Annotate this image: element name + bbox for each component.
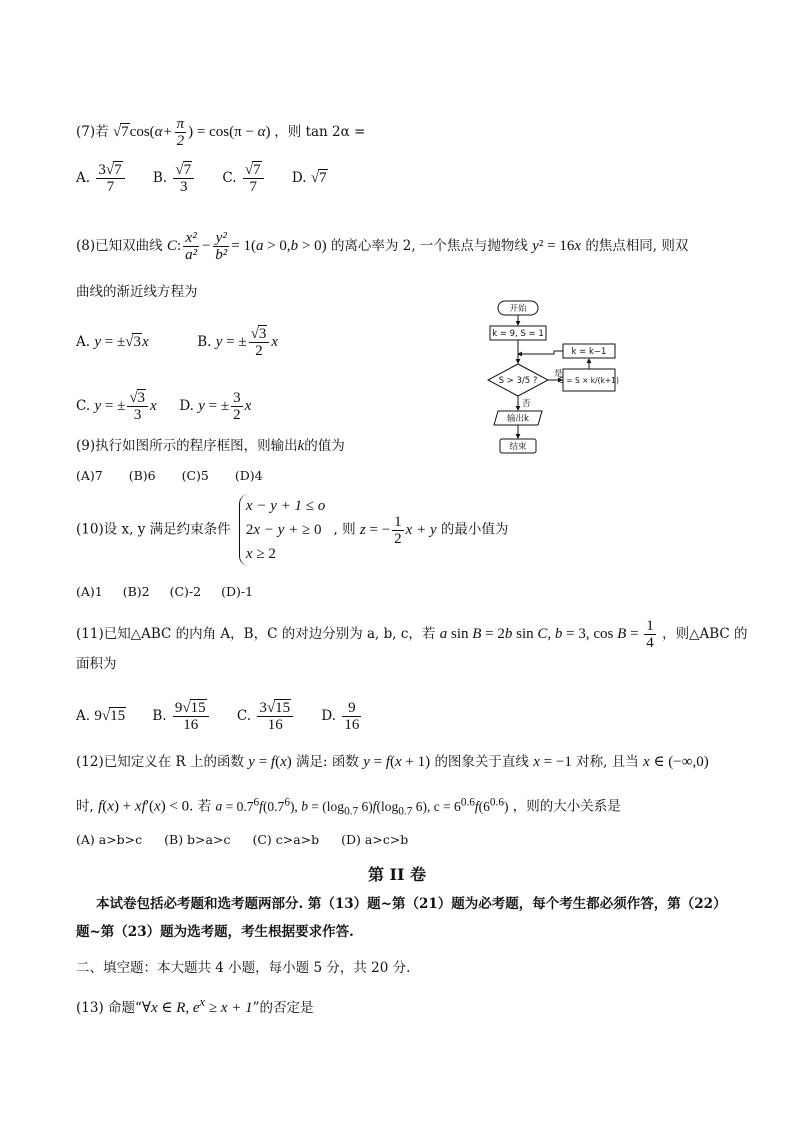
q12-option-b: (B) b>a>c xyxy=(164,832,231,847)
q9-option-b: (B)6 xyxy=(128,468,156,483)
q8-option-b: B. y = ± $\frac{√3}{2}$ x xyxy=(197,326,279,359)
q8-options-cd xyxy=(76,390,251,423)
q10-option-c: (C)-2 xyxy=(169,584,202,599)
flowchart xyxy=(478,298,628,460)
flow-update-s-label: S = S × k/(k+1) xyxy=(559,376,619,385)
q11-stem: (11)已知△ABC 的内角 A，B，C 的对边分别为 a, b, c，若 a sin B = 2b sin C, b = 3, cos B = $\frac{1}{4}$ ，则△ABC 的 xyxy=(76,618,748,651)
q12-option-d: (D) a>c>b xyxy=(341,832,409,847)
q10-option-d: (D)-1 xyxy=(221,584,254,599)
q9-stem: (9)执行如图所示的程序框图，则输出k的值为 xyxy=(76,438,345,454)
q10-option-a: (A)1 xyxy=(76,584,103,599)
q9-option-a: (A)7 xyxy=(76,468,103,483)
q12-option-a: (A) a>b>c xyxy=(76,832,143,847)
q8-stem: (8)已知双曲线 C: $\frac{\text{x²}}{\text{a²}}$ − $\frac{\text{y²}}{\text{b²}}$ = 1(a > 0,b > 0) 的离心率为 2, 一个焦点与抛物线 y² = 16x 的焦点相同, 则双 xyxy=(76,230,689,263)
part2-intro: 本试卷包括必考题和选考题两部分. 第（13）题~第（21）题为必考题，每个考生都必须作答，第（22）题~第（23）题为选考题，考生根据要求作答. xyxy=(76,896,720,940)
q12-options xyxy=(76,830,430,850)
q11-condition: a sin B = 2b sin C, b = 3, cos B = $\frac{1}{4}$ xyxy=(439,618,654,651)
q7-suffix: ，则 tan 2α = xyxy=(274,123,366,140)
q7-stem xyxy=(76,116,365,149)
q7-options xyxy=(76,162,350,195)
q11-option-c: C. $\frac{3√15}{16}$ xyxy=(237,708,295,724)
q11-stem-line2: 面积为 xyxy=(76,656,117,672)
q10-stem: (10)设 x, y 满足约束条件 x − y + 1 ≤ o 2x − y + ≥ 0 x ≥ 2 , 则 z = − $\frac{1}{2}$ x + y 的最小值为 xyxy=(76,494,508,566)
flow-output-label: 输出k xyxy=(507,414,529,424)
q9-options xyxy=(76,466,285,486)
q11-option-a: A. 9√15 xyxy=(76,708,126,724)
q11-options xyxy=(76,700,385,733)
part2-title: 第 II 卷 xyxy=(367,865,427,884)
q8-option-a: A. y = ±√3x xyxy=(76,333,149,350)
q11-option-d: D. $\frac{9}{16}$ xyxy=(321,700,360,733)
q8-option-c: C. y = ± $\frac{√3}{3}$ x xyxy=(76,390,157,423)
q8-option-d: D. y = ± $\frac{3}{2}$ x xyxy=(179,390,252,423)
flow-condition-label: S > 3/5 ? xyxy=(498,376,538,386)
q7-option-c: C. $\frac{√7}{7}$ xyxy=(222,170,265,186)
q12-stem: (12)已知定义在 R 上的函数 y = f(x) 满足: 函数 y = f(x + 1) 的图象关于直线 x = −1 对称, 且当 x ∈ (−∞,0) xyxy=(76,754,709,770)
flow-update-k-label: k = k−1 xyxy=(571,347,607,357)
flow-no-label: 否 xyxy=(522,399,531,409)
q12-inequality: f(x) + xf′(x) < 0 xyxy=(98,798,190,815)
q9-option-d: (D)4 xyxy=(234,468,263,483)
q8-stem-line2: 曲线的渐近线方程为 xyxy=(76,284,198,300)
q7-equation: √7cos(α+ $\frac{\pi}{2}$ ) = cos(π − α) xyxy=(112,116,271,149)
flow-init-label: k = 9, S = 1 xyxy=(492,329,544,339)
q7-prefix: (7)若 xyxy=(76,123,109,140)
fill-in-section-heading: 二、填空题：本大题共 4 小题，每小题 5 分，共 20 分. xyxy=(76,960,411,976)
q12-option-c: (C) c>a>b xyxy=(252,832,320,847)
q9-option-c: (C)5 xyxy=(181,468,209,483)
flow-start-label: 开始 xyxy=(509,304,527,314)
q7-option-a: A. $\frac{3√7}{7}$ xyxy=(76,170,127,186)
q10-constraints: x − y + 1 ≤ o 2x − y + ≥ 0 x ≥ 2 xyxy=(239,494,325,566)
flow-yes-label: 是 xyxy=(554,369,563,379)
q8-options-ab xyxy=(76,326,278,359)
q10-option-b: (B)2 xyxy=(122,584,150,599)
q10-options xyxy=(76,582,275,602)
q11-option-b: B. $\frac{9√15}{16}$ xyxy=(152,708,210,724)
q12-stem-line2: 时, f(x) + xf′(x) < 0. 若 $a = 0.7^6f(0.7^6)$, $b = (\log_{0.7}$ $6)f(\log_{0.7}$ 6), $c = 6^{0.6}f(6^{0.6})$ ，则的大小关系是 xyxy=(76,796,621,818)
q7-option-d: D. √7 xyxy=(291,170,327,186)
q12-definitions: $a = 0.7^6f(0.7^6)$, $b = (\log_{0.7}$ $6)f(\log_{0.7}$ 6), $c = 6^{0.6}f(6^{0.6})$ xyxy=(215,796,509,818)
flow-end-label: 结束 xyxy=(509,442,527,452)
q7-option-b: B. $\frac{√7}{3}$ xyxy=(153,170,196,186)
q13-stem: (13) 命题“∀x ∈ R, $e^x \ge x + 1$”的否定是 xyxy=(76,995,314,1016)
q8-parabola: y² = 16x xyxy=(532,237,582,254)
q8-hyperbola: C: $\frac{\text{x²}}{\text{a²}}$ − $\frac{\text{y²}}{\text{b²}}$ = 1(a > 0,b > 0) xyxy=(166,230,327,263)
q10-objective: z = − $\frac{1}{2}$ x + y xyxy=(359,513,437,547)
